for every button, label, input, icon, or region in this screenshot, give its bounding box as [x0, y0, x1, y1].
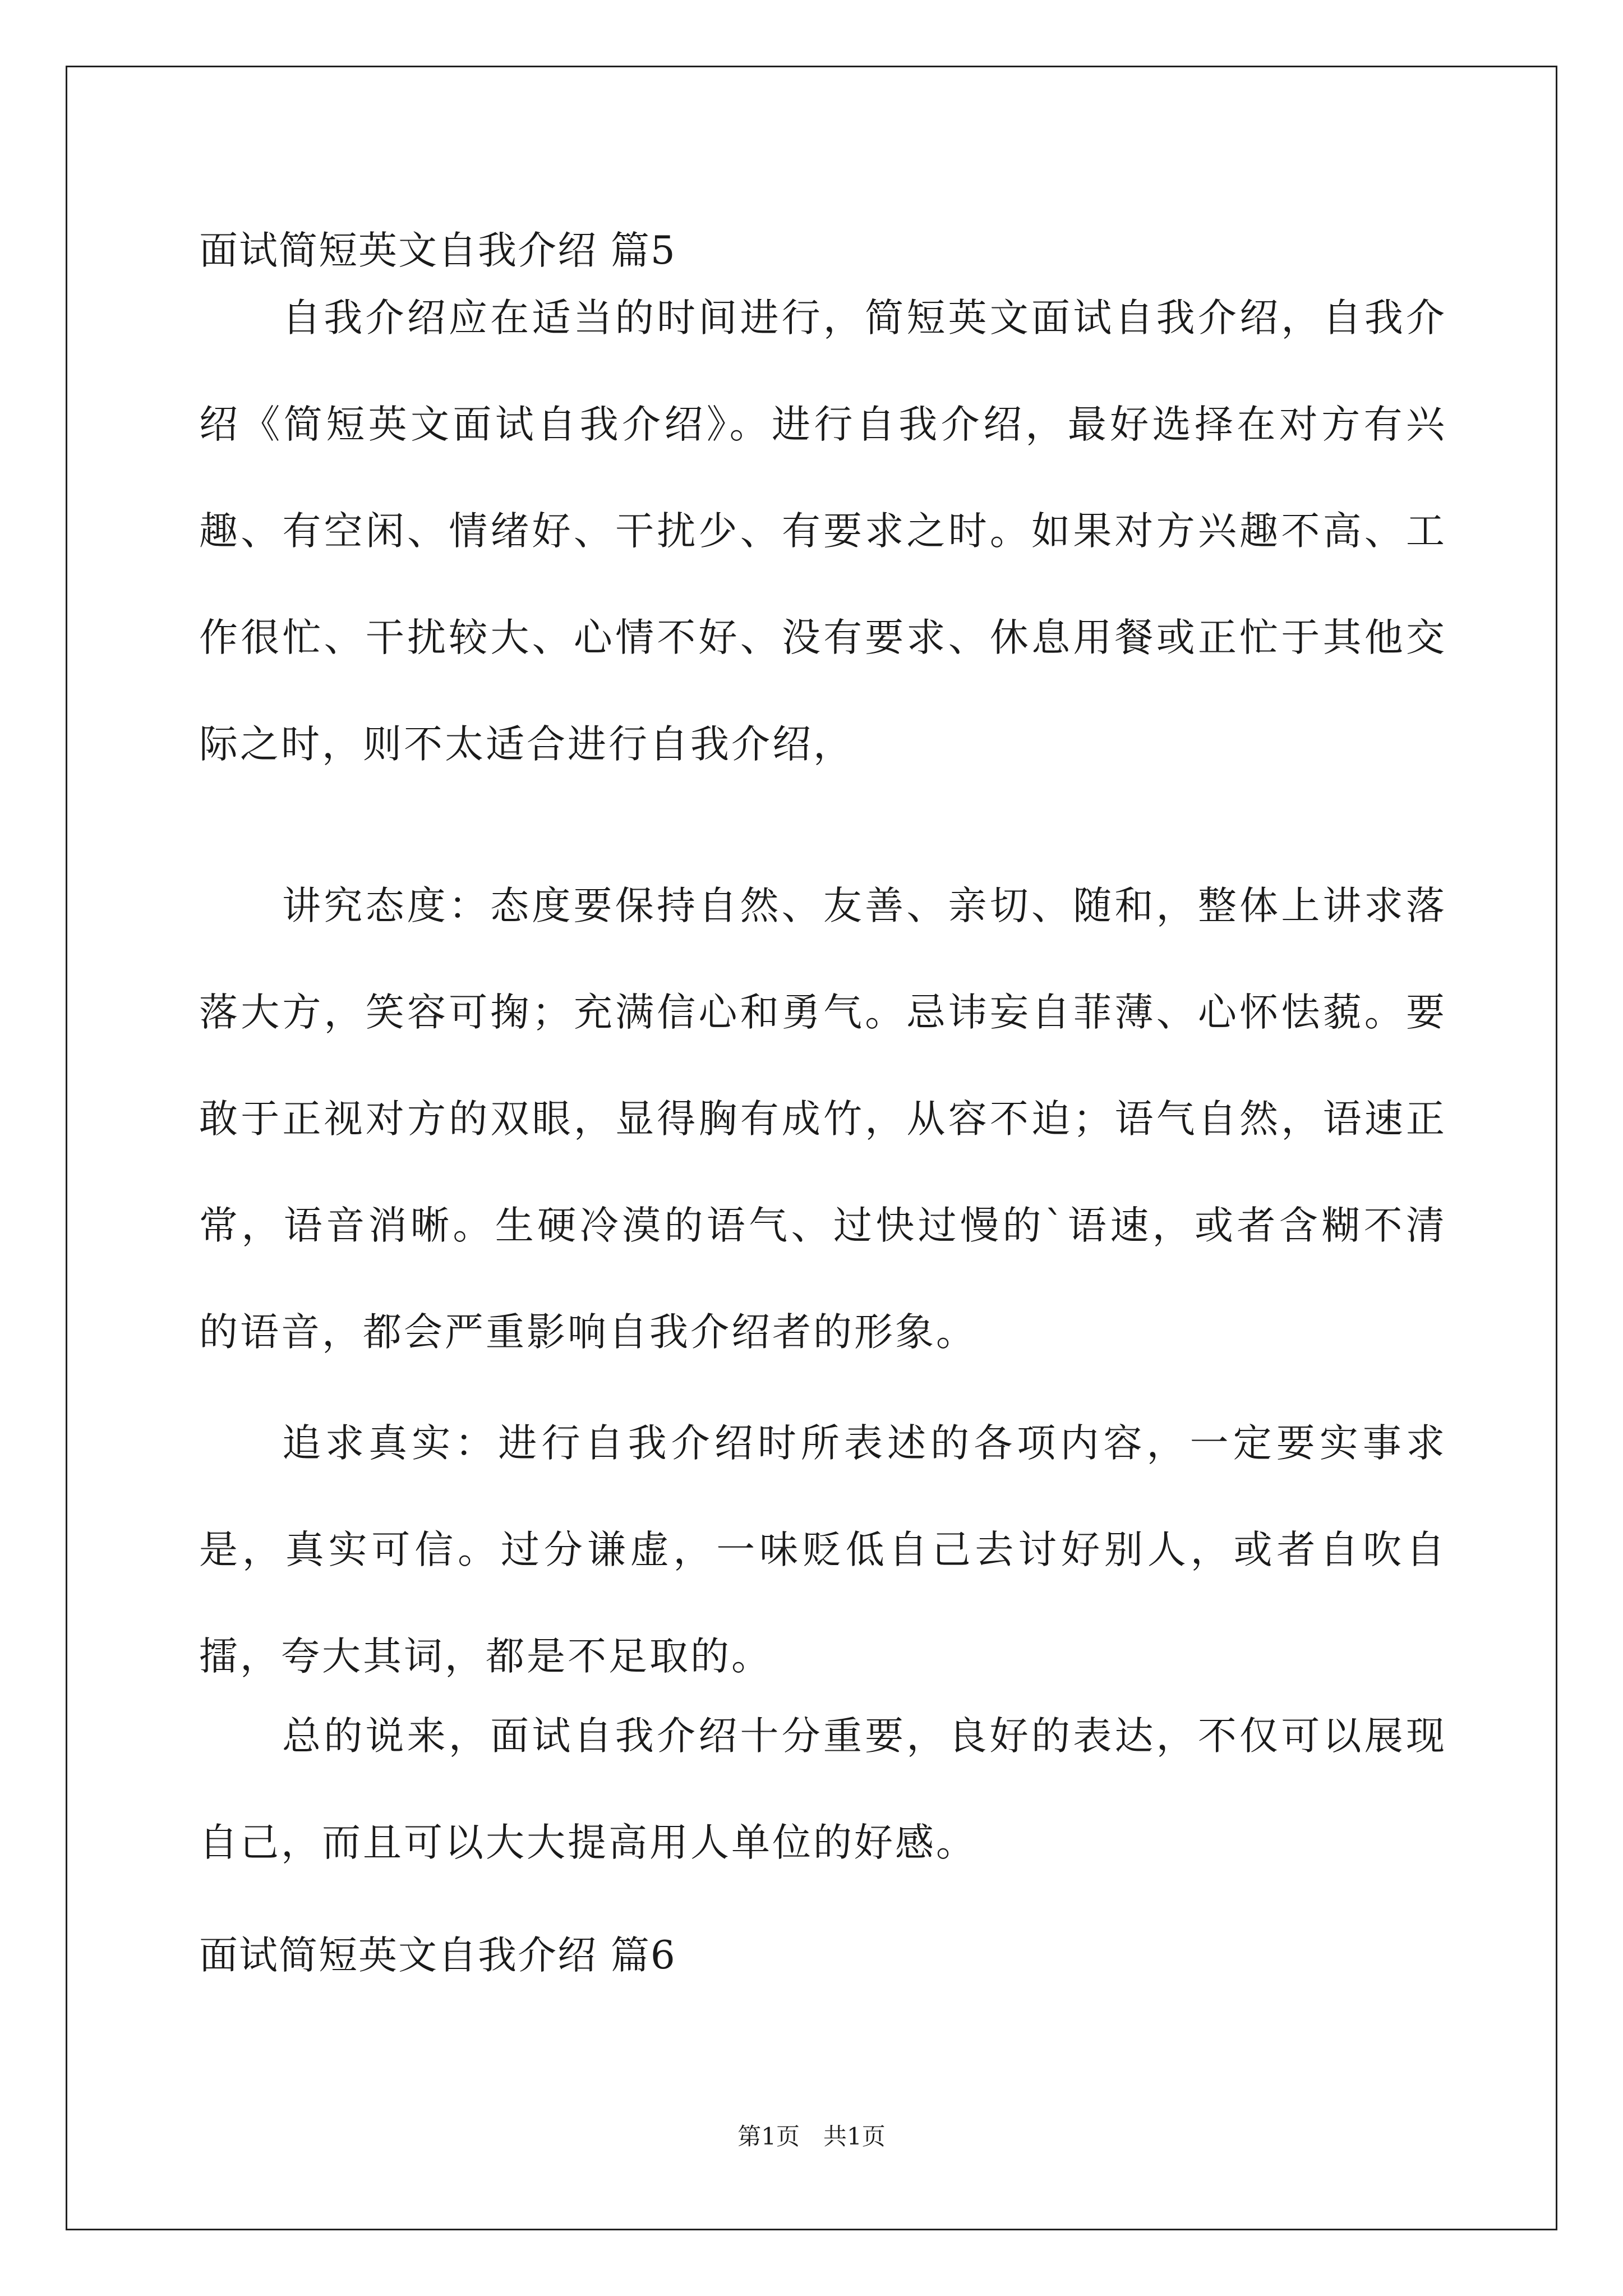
section-heading-6: 面试简短英文自我介绍 篇6 — [199, 1933, 676, 1978]
paragraph-3: 追求真实：进行自我介绍时所表述的各项内容，一定要实事求是，真实可信。过分谦虚，一味贬低自己去讨好别人，或者自吹自擂，夸大其词，都是不足取的。 — [199, 1421, 1447, 1679]
section-heading-5: 面试简短英文自我介绍 篇5 — [199, 228, 676, 273]
paragraph-2: 讲究态度：态度要保持自然、友善、亲切、随和，整体上讲求落落大方，笑容可掬；充满信心和勇气。忌讳妄自菲薄、心怀怯藐。要敢于正视对方的双眼，显得胸有成竹，从容不迫；语气自然，语速正常，语音消晰。生硬冷漠的语气、过快过慢的`语速，或者含糊不清的语音，都会严重影响自我介绍者的形象。 — [199, 884, 1447, 1355]
paragraph-4: 总的说来，面试自我介绍十分重要，良好的表达，不仅可以展现自己，而且可以大大提高用人单位的好感。 — [199, 1714, 1447, 1865]
paragraph-1: 自我介绍应在适当的时间进行，简短英文面试自我介绍，自我介绍《简短英文面试自我介绍》。进行自我介绍，最好选择在对方有兴趣、有空闲、情绪好、干扰少、有要求之时。如果对方兴趣不高、工作很忙、干扰较大、心情不好、没有要求、休息用餐或正忙于其他交际之时，则不太适合进行自我介绍， — [199, 296, 1447, 767]
page-number-footer: 第1页 共1页 — [737, 2123, 886, 2150]
